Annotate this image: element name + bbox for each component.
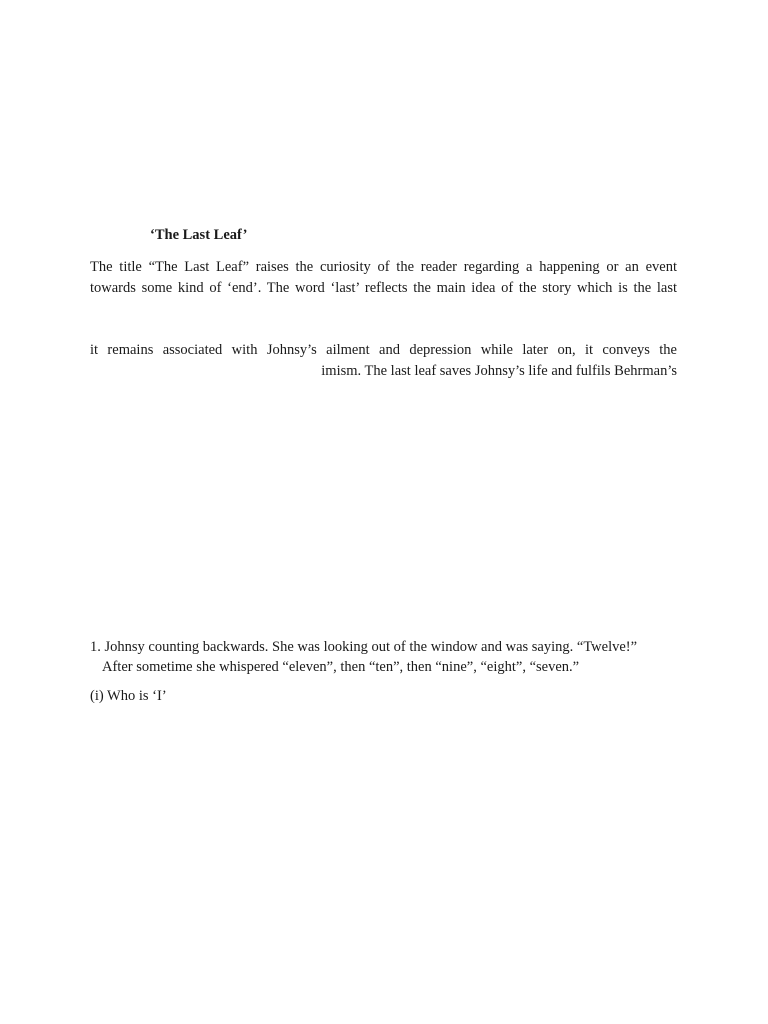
paragraph-2-line-2: imism. The last leaf saves Johnsy’s life and fulfils Behrman’s (321, 363, 677, 379)
question-1-line-2: After sometime she whispered “eleven”, then “ten”, then “nine”, “eight”, “seven.” (102, 659, 580, 675)
page-title: ‘The Last Leaf’ (150, 227, 248, 243)
sub-question-1: (i) Who is ‘I’ (90, 688, 167, 704)
paragraph-2-line-1: it remains associated with Johnsy’s ailment and depression while later on, it conveys the (90, 342, 677, 358)
paragraph-1-line-1: The title “The Last Leaf” raises the curiosity of the reader regarding a happening or an event (90, 259, 677, 275)
paragraph-1-line-2: towards some kind of ‘end’. The word ‘last’ reflects the main idea of the story which is the last (90, 280, 677, 296)
question-1-line-1: 1. Johnsy counting backwards. She was looking out of the window and was saying. “Twelve!” (90, 639, 638, 655)
